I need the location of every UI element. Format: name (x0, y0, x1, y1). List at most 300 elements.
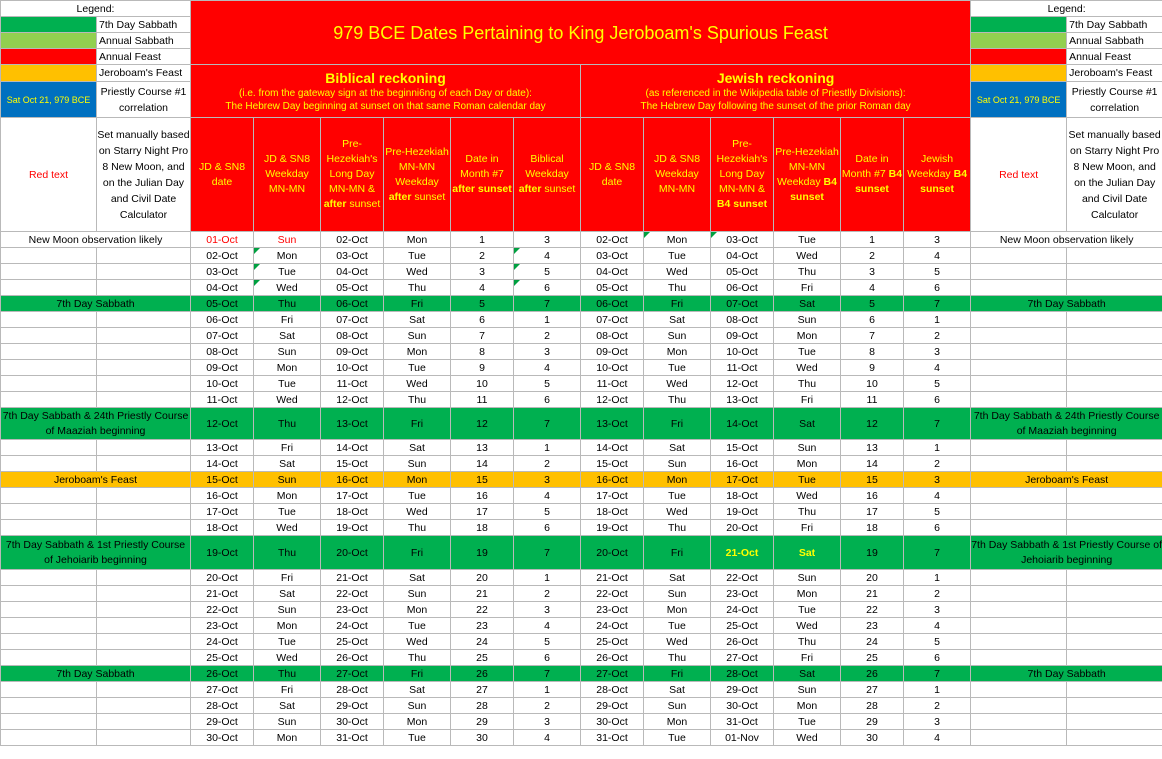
b-cell-4: 1 (451, 232, 514, 248)
j-cell-3: Mon (774, 328, 841, 344)
row-note-right (971, 312, 1067, 328)
j-cell-1: Fri (644, 666, 711, 682)
j-cell-4: 9 (841, 360, 904, 376)
b-cell-5: 3 (514, 232, 581, 248)
j-cell-2: 13-Oct (711, 392, 774, 408)
j-cell-4: 27 (841, 682, 904, 698)
table-row (1, 698, 1162, 714)
b-cell-5: 2 (514, 456, 581, 472)
table-row (1, 570, 1162, 586)
table-row (1, 602, 1162, 618)
b-cell-0: 08-Oct (191, 344, 254, 360)
j-cell-5: 1 (904, 312, 971, 328)
j-cell-0: 11-Oct (581, 376, 644, 392)
biblical-line1: (i.e. from the gateway sign at the beginni6ng of each Day or date): (239, 87, 532, 99)
b-cell-3: Thu (384, 280, 451, 296)
j-cell-3: Wed (774, 618, 841, 634)
j-cell-2: 31-Oct (711, 714, 774, 730)
row-note-right-blank (1067, 360, 1162, 376)
row-note-left-blank (97, 248, 191, 264)
jewish-heading: Jewish reckoning (716, 69, 835, 86)
j-cell-2: 29-Oct (711, 682, 774, 698)
legend-blue-desc-right: Priestly Course #1 correlation (1067, 82, 1162, 118)
table-row (1, 666, 1162, 682)
b-cell-3: Tue (384, 248, 451, 264)
j-cell-3: Sun (774, 312, 841, 328)
j-cell-1: Mon (644, 232, 711, 248)
b-cell-2: 03-Oct (321, 248, 384, 264)
biblical-line2: The Hebrew Day beginning at sunset on that same Roman calendar day (225, 100, 546, 112)
j-cell-4: 26 (841, 666, 904, 682)
b-cell-5: 2 (514, 586, 581, 602)
j-cell-2: 15-Oct (711, 440, 774, 456)
legend-set-manually-right: Set manually based on Starry Night Pro 8 New Moon, and on the Julian Day and Civil Date Calculator (1067, 118, 1162, 232)
j-cell-1: Mon (644, 472, 711, 488)
b-cell-4: 19 (451, 536, 514, 570)
header-j-date-in-month: Date in Month #7 B4 sunset (841, 118, 904, 232)
table-row (1, 536, 1162, 570)
row-note-right (971, 392, 1067, 408)
j-cell-1: Mon (644, 714, 711, 730)
b-cell-1: Fri (254, 570, 321, 586)
row-note-right-blank (1067, 602, 1162, 618)
j-cell-3: Sun (774, 570, 841, 586)
b-cell-0: 27-Oct (191, 682, 254, 698)
table-row (1, 634, 1162, 650)
j-cell-1: Sun (644, 456, 711, 472)
b-cell-2: 27-Oct (321, 666, 384, 682)
j-cell-2: 10-Oct (711, 344, 774, 360)
b-cell-1: Thu (254, 408, 321, 440)
b-cell-1: Fri (254, 440, 321, 456)
table-row (1, 488, 1162, 504)
row-note-left (1, 730, 97, 746)
j-cell-3: Mon (774, 586, 841, 602)
b-cell-3: Mon (384, 714, 451, 730)
j-cell-0: 31-Oct (581, 730, 644, 746)
j-cell-5: 7 (904, 536, 971, 570)
row-note-right-blank (1067, 264, 1162, 280)
row-note-right-blank (1067, 376, 1162, 392)
b-cell-4: 29 (451, 714, 514, 730)
b-cell-4: 14 (451, 456, 514, 472)
b-cell-3: Mon (384, 232, 451, 248)
j-cell-3: Thu (774, 504, 841, 520)
b-cell-5: 2 (514, 328, 581, 344)
row-note-left-blank (97, 586, 191, 602)
row-note-right (971, 682, 1067, 698)
j-cell-3: Thu (774, 634, 841, 650)
b-cell-2: 20-Oct (321, 536, 384, 570)
row-note-left (1, 650, 97, 666)
b-cell-3: Tue (384, 618, 451, 634)
b-cell-5: 4 (514, 730, 581, 746)
b-cell-0: 24-Oct (191, 634, 254, 650)
j-cell-5: 4 (904, 248, 971, 264)
row-note-right (971, 634, 1067, 650)
row-note-left-blank (97, 488, 191, 504)
row-note-right (971, 650, 1067, 666)
row-note-right: 7th Day Sabbath & 1st Priestly Course of Jehoiarib beginning (971, 536, 1162, 570)
row-note-right (971, 248, 1067, 264)
j-cell-1: Fri (644, 536, 711, 570)
row-note-right-blank (1067, 570, 1162, 586)
j-cell-5: 5 (904, 504, 971, 520)
j-cell-5: 2 (904, 586, 971, 602)
b-cell-4: 18 (451, 520, 514, 536)
b-cell-5: 7 (514, 296, 581, 312)
b-cell-4: 28 (451, 698, 514, 714)
b-cell-3: Tue (384, 360, 451, 376)
j-cell-4: 16 (841, 488, 904, 504)
row-note-left: 7th Day Sabbath (1, 666, 191, 682)
table-row (1, 296, 1162, 312)
j-cell-5: 6 (904, 520, 971, 536)
table-row (1, 456, 1162, 472)
row-note-left (1, 392, 97, 408)
j-cell-5: 1 (904, 570, 971, 586)
b-cell-0: 16-Oct (191, 488, 254, 504)
b-cell-4: 30 (451, 730, 514, 746)
b-cell-3: Sun (384, 698, 451, 714)
j-cell-3: Tue (774, 602, 841, 618)
row-note-right: 7th Day Sabbath (971, 296, 1162, 312)
row-note-right-blank (1067, 280, 1162, 296)
j-cell-2: 23-Oct (711, 586, 774, 602)
b-cell-0: 02-Oct (191, 248, 254, 264)
row-note-left (1, 264, 97, 280)
b-cell-4: 2 (451, 248, 514, 264)
b-cell-1: Sun (254, 344, 321, 360)
b-cell-5: 3 (514, 714, 581, 730)
b-cell-3: Sat (384, 682, 451, 698)
j-cell-5: 6 (904, 280, 971, 296)
row-note-right-blank (1067, 520, 1162, 536)
j-cell-4: 19 (841, 536, 904, 570)
b-cell-3: Fri (384, 666, 451, 682)
row-note-left-blank (97, 344, 191, 360)
j-cell-5: 4 (904, 488, 971, 504)
header-b-pre-hezekiah-weekday: Pre-Hezekiah MN-MN Weekday after sunset (384, 118, 451, 232)
j-cell-4: 18 (841, 520, 904, 536)
j-cell-3: Thu (774, 376, 841, 392)
j-cell-1: Fri (644, 408, 711, 440)
j-cell-0: 24-Oct (581, 618, 644, 634)
b-cell-0: 19-Oct (191, 536, 254, 570)
legend-label-sabbath-right: 7th Day Sabbath (1067, 17, 1162, 33)
row-note-right-blank (1067, 344, 1162, 360)
j-cell-5: 7 (904, 296, 971, 312)
b-cell-5: 1 (514, 312, 581, 328)
legend-swatch-jeroboam-left (1, 65, 97, 82)
j-cell-1: Sun (644, 586, 711, 602)
b-cell-0: 20-Oct (191, 570, 254, 586)
j-cell-3: Mon (774, 456, 841, 472)
row-note-left-blank (97, 440, 191, 456)
j-cell-5: 5 (904, 264, 971, 280)
b-cell-4: 10 (451, 376, 514, 392)
row-note-left-blank (97, 264, 191, 280)
legend-swatch-annual-feast-left (1, 49, 97, 65)
table-row (1, 440, 1162, 456)
row-note-left-blank (97, 602, 191, 618)
b-cell-4: 3 (451, 264, 514, 280)
b-cell-0: 28-Oct (191, 698, 254, 714)
j-cell-2: 06-Oct (711, 280, 774, 296)
row-note-left-blank (97, 698, 191, 714)
j-cell-3: Thu (774, 264, 841, 280)
j-cell-2: 04-Oct (711, 248, 774, 264)
b-cell-0: 15-Oct (191, 472, 254, 488)
b-cell-3: Mon (384, 602, 451, 618)
header-j-pre-hezekiah: Pre-Hezekiah's Long Day MN-MN & B4 sunset (711, 118, 774, 232)
b-cell-3: Fri (384, 296, 451, 312)
b-cell-3: Thu (384, 650, 451, 666)
header-j-weekday: JD & SN8 Weekday MN-MN (644, 118, 711, 232)
row-note-left-blank (97, 714, 191, 730)
j-cell-4: 20 (841, 570, 904, 586)
b-cell-0: 07-Oct (191, 328, 254, 344)
j-cell-5: 7 (904, 666, 971, 682)
j-cell-5: 3 (904, 714, 971, 730)
j-cell-1: Thu (644, 520, 711, 536)
j-cell-4: 22 (841, 602, 904, 618)
row-note-right-blank (1067, 650, 1162, 666)
j-cell-1: Thu (644, 392, 711, 408)
row-note-left-blank (97, 634, 191, 650)
b-cell-2: 29-Oct (321, 698, 384, 714)
j-cell-2: 16-Oct (711, 456, 774, 472)
row-note-left: New Moon observation likely (1, 232, 191, 248)
row-note-right-blank (1067, 634, 1162, 650)
b-cell-3: Wed (384, 376, 451, 392)
b-cell-5: 5 (514, 264, 581, 280)
b-cell-2: 28-Oct (321, 682, 384, 698)
j-cell-4: 25 (841, 650, 904, 666)
header-b-weekday: JD & SN8 Weekday MN-MN (254, 118, 321, 232)
b-cell-0: 14-Oct (191, 456, 254, 472)
b-cell-5: 4 (514, 618, 581, 634)
j-cell-0: 13-Oct (581, 408, 644, 440)
row-note-left-blank (97, 328, 191, 344)
b-cell-2: 30-Oct (321, 714, 384, 730)
b-cell-2: 17-Oct (321, 488, 384, 504)
header-j-pre-hezekiah-weekday: Pre-Hezekiah MN-MN Weekday B4 sunset (774, 118, 841, 232)
b-cell-0: 21-Oct (191, 586, 254, 602)
j-cell-2: 07-Oct (711, 296, 774, 312)
j-cell-3: Tue (774, 232, 841, 248)
j-cell-3: Sat (774, 666, 841, 682)
b-cell-2: 13-Oct (321, 408, 384, 440)
b-cell-4: 4 (451, 280, 514, 296)
row-note-right-blank (1067, 312, 1162, 328)
row-note-left (1, 248, 97, 264)
b-cell-1: Wed (254, 280, 321, 296)
row-note-left (1, 570, 97, 586)
b-cell-1: Mon (254, 248, 321, 264)
row-note-right (971, 570, 1067, 586)
b-cell-2: 19-Oct (321, 520, 384, 536)
j-cell-5: 3 (904, 472, 971, 488)
b-cell-0: 23-Oct (191, 618, 254, 634)
b-cell-5: 6 (514, 650, 581, 666)
j-cell-4: 3 (841, 264, 904, 280)
b-cell-3: Thu (384, 392, 451, 408)
row-note-left (1, 312, 97, 328)
legend-blue-desc-left: Priestly Course #1 correlation (97, 82, 191, 118)
j-cell-4: 7 (841, 328, 904, 344)
row-note-right (971, 520, 1067, 536)
b-cell-1: Wed (254, 650, 321, 666)
row-note-right-blank (1067, 714, 1162, 730)
j-cell-5: 6 (904, 392, 971, 408)
b-cell-0: 05-Oct (191, 296, 254, 312)
j-cell-2: 05-Oct (711, 264, 774, 280)
b-cell-4: 26 (451, 666, 514, 682)
row-note-left: 7th Day Sabbath & 24th Priestly Course of Maaziah beginning (1, 408, 191, 440)
b-cell-5: 6 (514, 520, 581, 536)
row-note-right (971, 698, 1067, 714)
row-note-right-blank (1067, 456, 1162, 472)
j-cell-5: 4 (904, 618, 971, 634)
row-note-left (1, 456, 97, 472)
legend-set-manually-left: Set manually based on Starry Night Pro 8 New Moon, and on the Julian Day and Civil Date Calculator (97, 118, 191, 232)
row-note-left: 7th Day Sabbath (1, 296, 191, 312)
j-cell-0: 10-Oct (581, 360, 644, 376)
date-rows (1, 232, 1162, 746)
b-cell-4: 22 (451, 602, 514, 618)
row-note-right (971, 730, 1067, 746)
biblical-heading: Biblical reckoning (325, 69, 446, 86)
title-text: 979 BCE Dates Pertaining to King Jeroboam's Spurious Feast (333, 22, 828, 43)
j-cell-5: 1 (904, 440, 971, 456)
jewish-line2: The Hebrew Day following the sunset of the prior Roman day (640, 100, 911, 112)
b-cell-4: 16 (451, 488, 514, 504)
row-note-left-blank (97, 280, 191, 296)
legend-label-annual-feast-right: Annual Feast (1067, 49, 1162, 65)
b-cell-5: 1 (514, 570, 581, 586)
b-cell-0: 03-Oct (191, 264, 254, 280)
j-cell-5: 3 (904, 602, 971, 618)
j-cell-2: 14-Oct (711, 408, 774, 440)
row-note-left-blank (97, 312, 191, 328)
b-cell-0: 04-Oct (191, 280, 254, 296)
b-cell-5: 6 (514, 392, 581, 408)
b-cell-5: 4 (514, 248, 581, 264)
row-note-left (1, 504, 97, 520)
j-cell-5: 2 (904, 456, 971, 472)
row-note-right (971, 280, 1067, 296)
b-cell-2: 10-Oct (321, 360, 384, 376)
j-cell-3: Sun (774, 440, 841, 456)
b-cell-2: 11-Oct (321, 376, 384, 392)
row-note-left (1, 682, 97, 698)
b-cell-0: 18-Oct (191, 520, 254, 536)
j-cell-0: 16-Oct (581, 472, 644, 488)
row-note-right-blank (1067, 328, 1162, 344)
jewish-line1: (as referenced in the Wikipedia table of Priestlly Divisions): (645, 87, 906, 99)
j-cell-0: 22-Oct (581, 586, 644, 602)
j-cell-2: 17-Oct (711, 472, 774, 488)
j-cell-3: Mon (774, 698, 841, 714)
b-cell-2: 02-Oct (321, 232, 384, 248)
table-row (1, 472, 1162, 488)
b-cell-1: Thu (254, 666, 321, 682)
b-cell-2: 23-Oct (321, 602, 384, 618)
b-cell-4: 15 (451, 472, 514, 488)
b-cell-2: 09-Oct (321, 344, 384, 360)
b-cell-0: 30-Oct (191, 730, 254, 746)
b-cell-0: 12-Oct (191, 408, 254, 440)
j-cell-1: Mon (644, 344, 711, 360)
b-cell-1: Wed (254, 392, 321, 408)
b-cell-0: 06-Oct (191, 312, 254, 328)
j-cell-4: 21 (841, 586, 904, 602)
header-b-pre-hezekiah: Pre-Hezekiah's Long Day MN-MN & after sunset (321, 118, 384, 232)
b-cell-0: 26-Oct (191, 666, 254, 682)
b-cell-0: 01-Oct (191, 232, 254, 248)
legend-blue-swatch-left: Sat Oct 21, 979 BCE (1, 82, 97, 118)
b-cell-4: 6 (451, 312, 514, 328)
b-cell-5: 3 (514, 344, 581, 360)
j-cell-4: 14 (841, 456, 904, 472)
b-cell-3: Wed (384, 264, 451, 280)
j-cell-1: Sat (644, 570, 711, 586)
legend-label-annual-sabbath-left: Annual Sabbath (97, 33, 191, 49)
legend-red-text-left: Red text (1, 118, 97, 232)
b-cell-5: 5 (514, 376, 581, 392)
legend-swatch-annual-sabbath-right (971, 33, 1067, 49)
row-note-left-blank (97, 504, 191, 520)
b-cell-2: 16-Oct (321, 472, 384, 488)
j-cell-0: 03-Oct (581, 248, 644, 264)
row-note-right-blank (1067, 682, 1162, 698)
b-cell-2: 06-Oct (321, 296, 384, 312)
row-note-right (971, 360, 1067, 376)
b-cell-1: Sun (254, 714, 321, 730)
b-cell-4: 25 (451, 650, 514, 666)
row-note-left-blank (97, 570, 191, 586)
j-cell-3: Sun (774, 682, 841, 698)
row-note-left-blank (97, 392, 191, 408)
j-cell-5: 3 (904, 344, 971, 360)
row-note-right: 7th Day Sabbath & 24th Priestly Course of Maaziah beginning (971, 408, 1162, 440)
row-note-left-blank (97, 456, 191, 472)
j-cell-0: 14-Oct (581, 440, 644, 456)
b-cell-5: 1 (514, 682, 581, 698)
b-cell-2: 14-Oct (321, 440, 384, 456)
b-cell-4: 27 (451, 682, 514, 698)
table-row (1, 392, 1162, 408)
j-cell-1: Thu (644, 650, 711, 666)
j-cell-0: 15-Oct (581, 456, 644, 472)
b-cell-2: 12-Oct (321, 392, 384, 408)
j-cell-1: Tue (644, 248, 711, 264)
j-cell-2: 28-Oct (711, 666, 774, 682)
row-note-left (1, 618, 97, 634)
b-cell-1: Wed (254, 520, 321, 536)
row-note-left-blank (97, 730, 191, 746)
row-note-left (1, 602, 97, 618)
header-b-date-in-month: Date in Month #7 after sunset (451, 118, 514, 232)
j-cell-0: 18-Oct (581, 504, 644, 520)
b-cell-3: Wed (384, 504, 451, 520)
row-note-left (1, 520, 97, 536)
row-note-right-blank (1067, 586, 1162, 602)
row-note-left (1, 360, 97, 376)
j-cell-2: 01-Nov (711, 730, 774, 746)
b-cell-4: 7 (451, 328, 514, 344)
